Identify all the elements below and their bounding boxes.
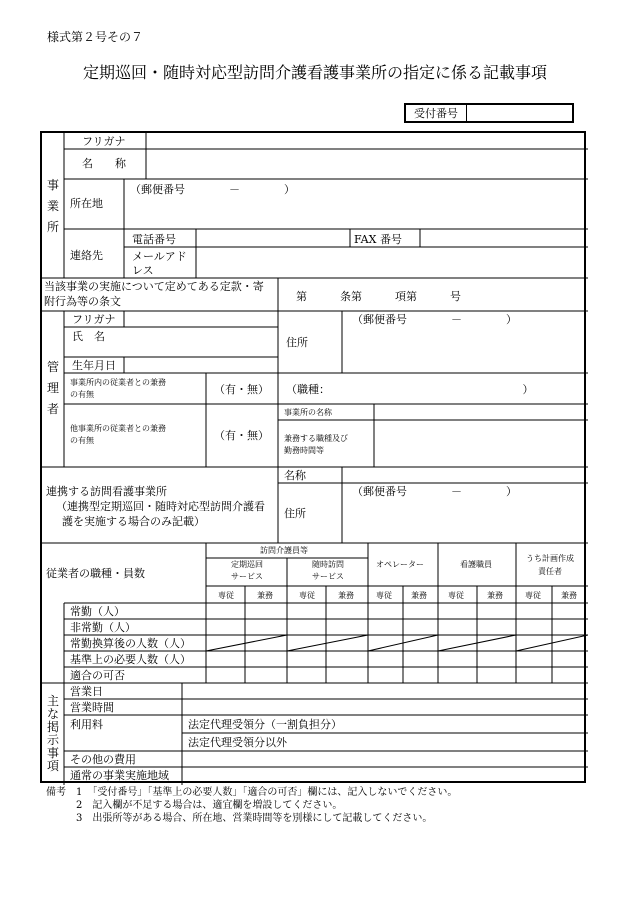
staff-label: 従業者の職種・員数 [46,567,145,580]
office-postal-code: （郵便番号 － ） [130,183,295,196]
staff-row-label: 常勤換算後の人数（人） [70,637,191,650]
business-days-label: 営業日 [70,685,103,698]
ondemand-service-header: 随時訪問 [312,560,344,569]
note-item: 3 出張所等がある場合、所在地、営業時間等を別様にして記載してください。 [46,813,433,824]
dual-role-header: 兼務 [487,591,503,600]
note-item: 備考 1 「受付番号」「基準上の必要人数」「適合の可否」欄には、記入しないでください。 [46,787,458,798]
manager-postal-code: （郵便番号 － ） [352,313,517,326]
manager-concurrent-out-yes-no[interactable]: （有・無） [214,429,269,442]
note-item: 2 記入欄が不足する場合は、適宜欄を増設してください。 [46,800,343,811]
other-costs-label: その他の費用 [70,753,136,766]
staff-row-label: 常勤（人） [70,605,125,618]
other-duty-label: 兼務する職種及び [284,434,348,443]
manager-address-label: 住所 [286,336,308,349]
full-time-header: 専従 [448,591,464,600]
manager-concurrent-in-yes-no[interactable]: （有・無） [214,383,269,396]
ondemand-service-header-2: サービス [312,572,344,581]
office-email-label-2: レス [132,264,154,277]
manager-name-label: 氏 名 [72,330,105,343]
articles-label-2: 附行為等の条文 [44,295,121,308]
full-time-header: 専従 [525,591,541,600]
planner-header-2: 責任者 [538,567,562,576]
receipt-number-box [404,103,574,123]
articles-value: 第 条第 項第 号 [296,290,461,303]
manager-job-type: （職種： ） [286,383,534,396]
dual-role-header: 兼務 [338,591,354,600]
posting-section-label: 主 な 掲 示 事 項 [46,694,59,773]
fee-proxy-label: 法定代理受領分（一割負担分） [188,718,342,731]
office-address-label: 所在地 [70,197,103,210]
nurse-header: 看護職員 [460,560,492,569]
fee-label: 利用料 [70,718,103,731]
partner-label-2: （連携型定期巡回・随時対応型訪問介護看 [56,500,265,513]
operator-header: オペレーター [376,560,424,569]
manager-furigana-label: フリガナ [72,313,116,326]
partner-address-label: 住所 [284,507,306,520]
other-duty-label-2: 勤務時間等 [284,446,324,455]
office-fax-label: FAX 番号 [354,233,402,246]
full-time-header: 専従 [218,591,234,600]
form-table [40,131,586,783]
partner-label-3: 護を実施する場合のみ記載） [62,515,205,528]
manager-birthdate-label: 生年月日 [72,359,116,372]
service-area-label: 通常の事業実施地域 [70,769,169,782]
form-number: 様式第２号その７ [47,30,144,44]
partner-name-label: 名称 [284,469,306,482]
manager-section-label: 管 理 者 [46,360,59,416]
visit-care-header: 訪問介護員等 [260,546,308,555]
periodic-service-header: 定期巡回 [231,560,263,569]
dual-role-header: 兼務 [561,591,577,600]
manager-concurrent-out-label: 他事業所の従業者との兼務 [70,424,166,433]
articles-label: 当該事業の実施について定めてある定款・寄 [44,280,264,293]
fee-non-proxy-label: 法定代理受領分以外 [188,736,287,749]
periodic-service-header-2: サービス [231,572,263,581]
manager-concurrent-in-label: 事業所内の従業者との兼務 [70,378,166,387]
partner-label: 連携する訪問看護事業所 [46,485,167,498]
receipt-number-label: 受付番号 [406,105,467,121]
document-title: 定期巡回・随時対応型訪問介護看護事業所の指定に係る記載事項 [82,63,547,82]
office-name-label: 名 称 [82,157,126,170]
staff-row-label: 適合の可否 [70,669,125,682]
dual-role-header: 兼務 [411,591,427,600]
manager-concurrent-out-label-2: の有無 [70,436,94,445]
office-phone-label: 電話番号 [132,233,176,246]
form-grid-lines [42,133,588,785]
dual-role-header: 兼務 [257,591,273,600]
staff-row-label: 非常勤（人） [70,621,136,634]
staff-row-label: 基準上の必要人数（人） [70,653,191,666]
office-email-label: メールアド [132,250,187,263]
notes [46,786,457,825]
office-furigana-label: フリガナ [82,135,126,148]
office-contact-label: 連絡先 [70,249,103,262]
business-hours-label: 営業時間 [70,701,114,714]
manager-concurrent-in-label-2: の有無 [70,390,94,399]
full-time-header: 専従 [299,591,315,600]
office-section-label: 事 業 所 [46,178,59,234]
partner-postal-code: （郵便番号 － ） [352,485,517,498]
full-time-header: 専従 [376,591,392,600]
receipt-number-field[interactable] [467,105,572,121]
planner-header: うち計画作成 [526,554,574,563]
other-office-name-label: 事業所の名称 [284,408,332,417]
